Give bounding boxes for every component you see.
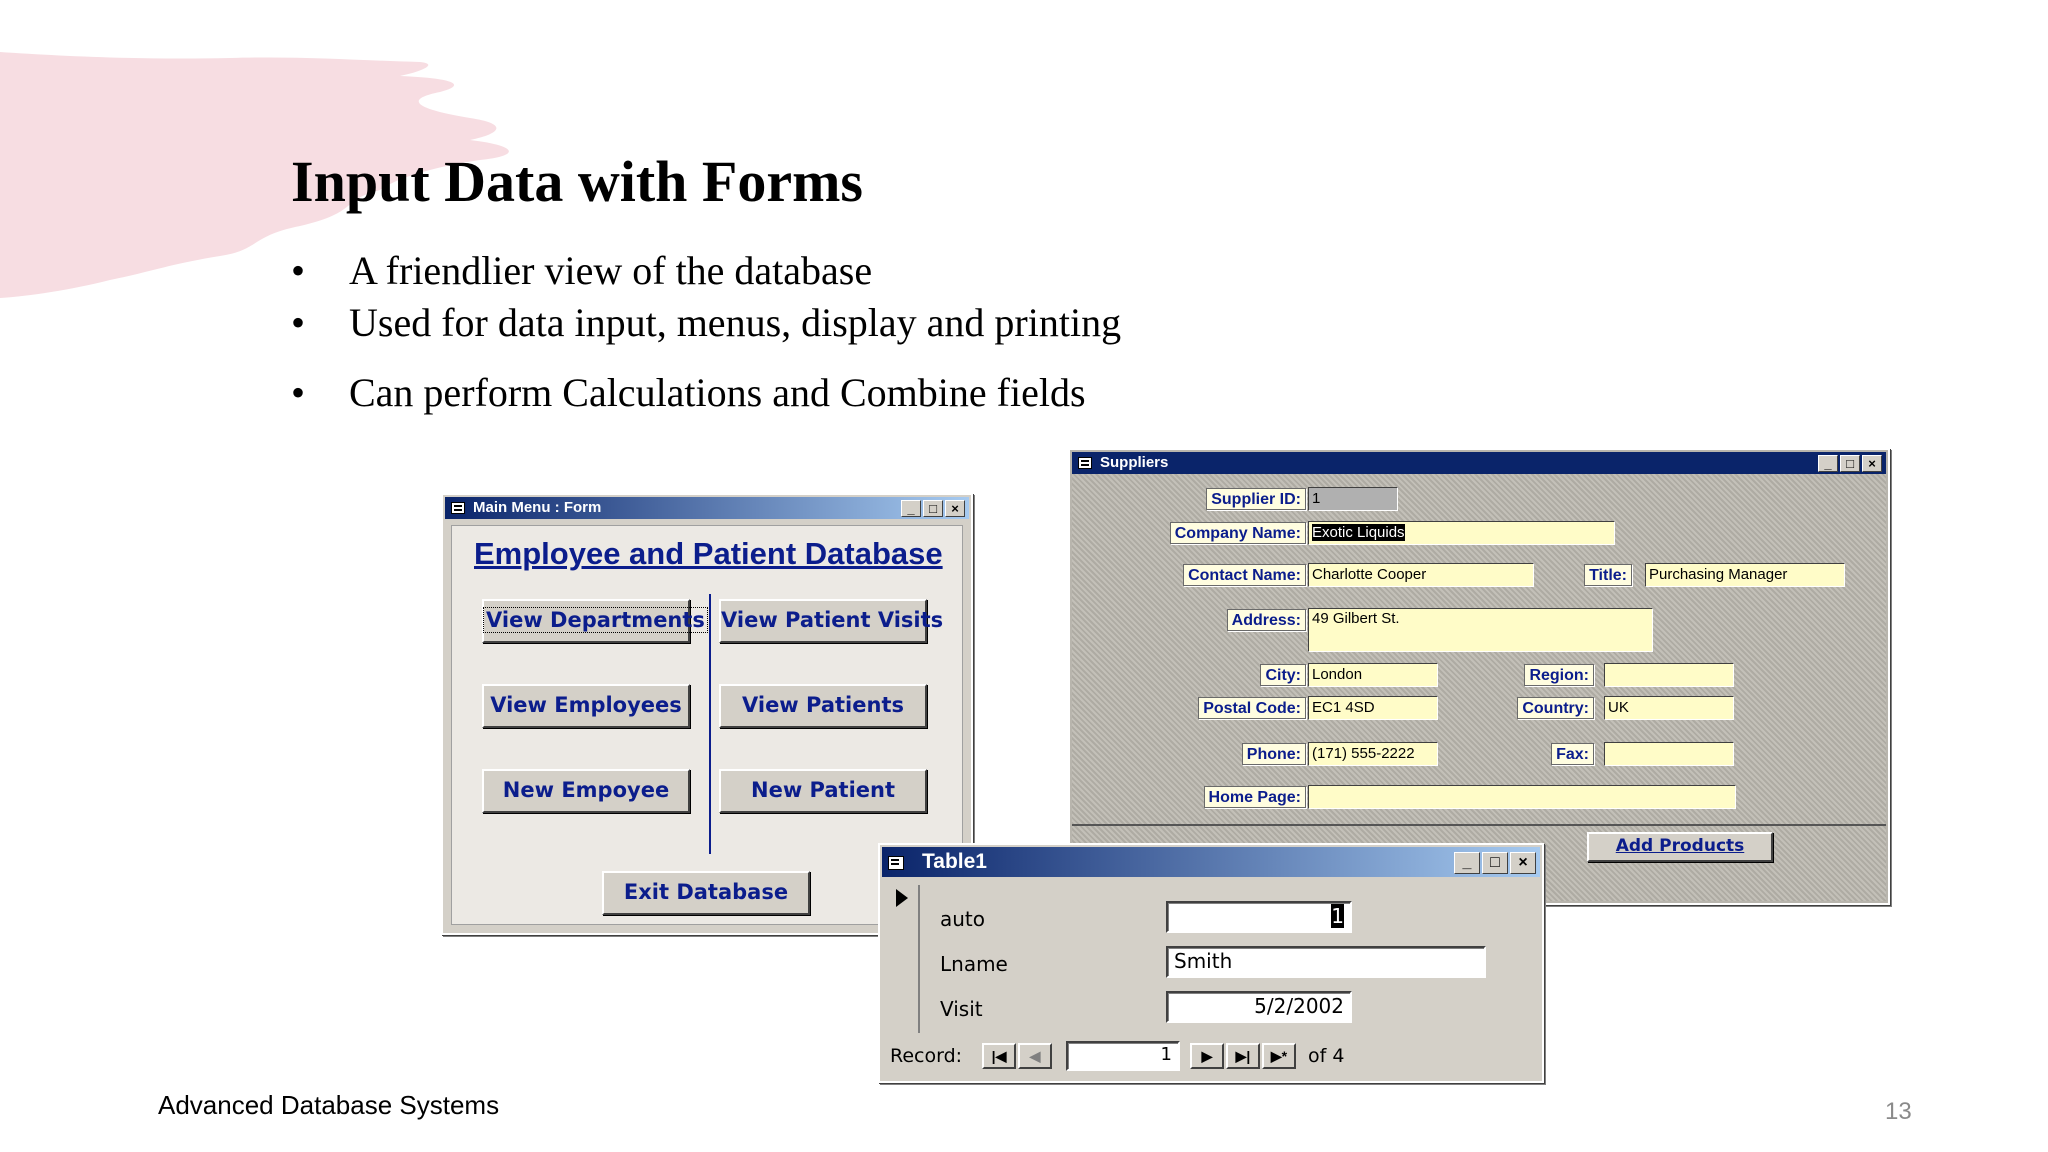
view-departments-button[interactable] (482, 599, 705, 643)
fax-label: Fax: (1551, 743, 1594, 765)
company-name-field[interactable] (1308, 521, 1615, 545)
company-name-label: Company Name: (1170, 522, 1306, 544)
title-field[interactable]: Purchasing Manager (1645, 563, 1845, 587)
view-patient-visits-button[interactable] (719, 599, 944, 643)
visit-label: Visit (940, 997, 983, 1021)
view-employees-button[interactable] (482, 684, 690, 728)
exit-database-label: Exit Database (623, 880, 789, 904)
main-menu-title-bar[interactable] (445, 497, 969, 519)
maximize-icon[interactable]: □ (923, 500, 943, 517)
minimize-icon[interactable]: _ (901, 500, 921, 517)
table1-window (878, 843, 1544, 1083)
view-patients-button[interactable] (719, 684, 927, 728)
previous-record-icon[interactable]: ◀ (1018, 1043, 1052, 1069)
of-label: of (1308, 1045, 1327, 1067)
view-departments-label: View Departments (486, 608, 705, 632)
country-field[interactable]: UK (1604, 696, 1734, 720)
home-page-field[interactable] (1308, 785, 1736, 809)
close-icon[interactable]: × (945, 500, 965, 517)
postal-code-label: Postal Code: (1198, 697, 1306, 719)
title-label: Title: (1584, 564, 1632, 586)
suppliers-form-body (1072, 474, 1886, 901)
phone-field[interactable]: (171) 555-2222 (1308, 742, 1438, 766)
city-label: City: (1260, 664, 1306, 686)
form-icon (451, 502, 465, 514)
add-products-label: Add Products (1615, 836, 1745, 856)
current-record-arrow-icon (896, 889, 908, 907)
maximize-icon[interactable]: □ (1840, 455, 1860, 472)
contact-name-label: Contact Name: (1183, 564, 1306, 586)
bullet-marker: • (291, 370, 306, 415)
record-label: Record: (890, 1045, 963, 1067)
bullet-text: Used for data input, menus, display and printing (349, 300, 1122, 345)
main-menu-window-title: Main Menu : Form (473, 499, 602, 516)
bullet-text: A friendlier view of the database (349, 248, 873, 293)
bullet-marker: • (291, 248, 306, 293)
supplier-id-label: Supplier ID: (1206, 488, 1306, 510)
suppliers-window (1068, 448, 1890, 905)
form-icon (1078, 457, 1092, 469)
menu-divider (709, 594, 711, 854)
new-employee-button[interactable] (482, 769, 690, 813)
suppliers-title-bar[interactable] (1072, 452, 1886, 474)
fax-field[interactable] (1604, 742, 1734, 766)
page-number: 13 (1885, 1098, 1912, 1125)
address-label: Address: (1227, 609, 1306, 631)
visit-field[interactable]: 5/2/2002 (1166, 991, 1352, 1023)
phone-label: Phone: (1242, 743, 1306, 765)
bullet-marker: • (291, 300, 306, 345)
view-patient-visits-label: View Patient Visits (721, 608, 944, 632)
slide-title: Input Data with Forms (291, 149, 863, 214)
lname-field[interactable]: Smith (1166, 946, 1486, 978)
new-patient-label: New Patient (751, 778, 895, 802)
bullet-text: Can perform Calculations and Combine fields (349, 370, 1086, 415)
region-field[interactable] (1604, 663, 1734, 687)
close-icon[interactable]: × (1862, 455, 1882, 472)
suppliers-window-title: Suppliers (1100, 454, 1169, 471)
country-label: Country: (1517, 697, 1594, 719)
record-number-field[interactable]: 1 (1066, 1041, 1180, 1071)
supplier-id-field[interactable]: 1 (1308, 487, 1398, 511)
close-icon[interactable]: × (1510, 852, 1536, 874)
company-name-value: Exotic Liquids (1312, 524, 1405, 541)
table1-title-bar[interactable] (882, 847, 1540, 877)
bullet-item-3 (291, 369, 1086, 416)
bullet-item-1 (291, 247, 872, 294)
footer-text: Advanced Database Systems (158, 1090, 500, 1120)
total-records: 4 (1332, 1045, 1345, 1067)
record-count (1308, 1045, 1344, 1067)
add-products-button[interactable] (1587, 832, 1773, 862)
bullet-item-2 (291, 299, 1121, 346)
view-patients-label: View Patients (741, 693, 904, 717)
first-record-icon[interactable]: |◀ (982, 1043, 1016, 1069)
record-selector[interactable] (888, 885, 920, 1033)
last-record-icon[interactable]: ▶| (1226, 1043, 1260, 1069)
auto-field[interactable] (1166, 901, 1352, 933)
auto-value: 1 (1331, 904, 1344, 928)
next-record-icon[interactable]: ▶ (1190, 1043, 1224, 1069)
minimize-icon[interactable]: _ (1818, 455, 1838, 472)
contact-name-field[interactable]: Charlotte Cooper (1308, 563, 1534, 587)
new-patient-button[interactable] (719, 769, 927, 813)
postal-code-field[interactable]: EC1 4SD (1308, 696, 1438, 720)
lname-label: Lname (940, 952, 1008, 976)
form-icon (888, 856, 904, 870)
main-menu-heading: Employee and Patient Database (474, 536, 943, 571)
minimize-icon[interactable]: _ (1454, 852, 1480, 874)
address-field[interactable]: 49 Gilbert St. (1308, 608, 1653, 652)
view-employees-label: View Employees (490, 693, 682, 717)
region-label: Region: (1524, 664, 1594, 686)
city-field[interactable]: London (1308, 663, 1438, 687)
new-record-icon[interactable]: ▶* (1262, 1043, 1296, 1069)
new-employee-label: New Empoyee (502, 778, 670, 802)
home-page-label: Home Page: (1204, 786, 1306, 808)
auto-label: auto (940, 907, 986, 931)
exit-database-button[interactable] (602, 871, 810, 915)
form-footer-divider (1072, 824, 1886, 826)
table1-window-title: Table1 (922, 850, 987, 873)
maximize-icon[interactable]: □ (1482, 852, 1508, 874)
